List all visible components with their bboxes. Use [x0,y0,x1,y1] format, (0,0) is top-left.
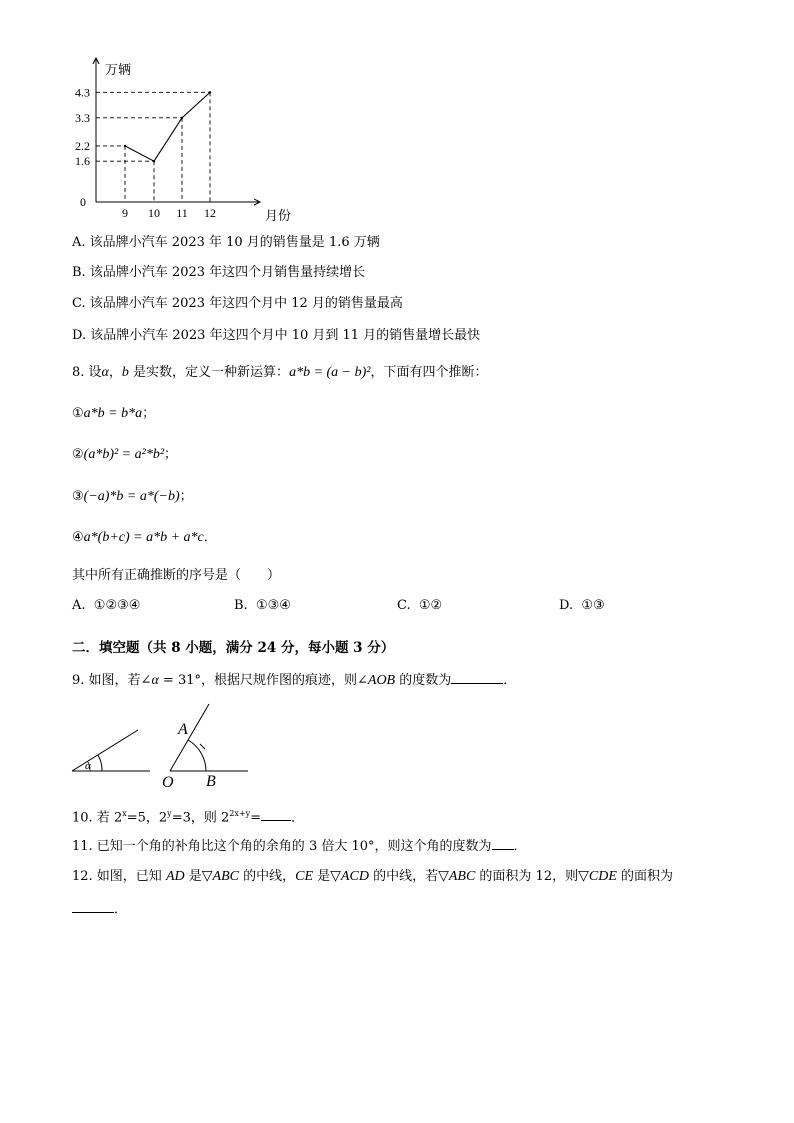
q12-answer-line [72,900,127,919]
q7-option-b: B. 该品牌小汽车 2023 年这四个月销售量持续增长 [72,265,366,280]
q10-text-1: 10. 若 2 [72,810,123,826]
choice-letter: C. [397,598,411,613]
q9-text-3: 的度数为 [395,673,452,688]
q8-item-end: ； [164,447,178,462]
chart-axes [96,58,260,202]
q8-item-1 [72,405,155,423]
q7-option-d: D. 该品牌小汽车 2023 年这四个月中 10 月到 11 月的销售量增长最快 [72,328,481,343]
y-tick-label: 4.3 [75,85,90,100]
choice-letter: D. [559,598,574,613]
q10-answer-blank[interactable] [261,808,291,821]
choice-letter: B. [234,598,248,613]
q8-var-a: α [101,365,109,380]
oa-ray [170,704,209,771]
q10-stem [72,805,304,827]
q8-choice-b [234,598,291,613]
q8-item-end: ． [203,530,217,545]
alpha-arc [98,755,102,771]
q10-text-4: = [250,810,262,826]
q8-stem [72,364,488,382]
q9-answer-blank[interactable] [451,671,503,684]
q9-stem [72,671,516,690]
q8-question: 其中所有正确推断的序号是（ ） [72,568,281,583]
alpha-side-ray [72,730,138,771]
q9-alpha: α [151,673,159,688]
q8-item-expression: a*(b+c) = a*b + a*c [83,530,204,545]
x-tick-label: 9 [122,206,128,220]
q12-triangle-cde: ▽CDE [578,869,617,884]
x-tick-label: 10 [148,206,160,220]
q12-text-6: 的面积为 12，则 [475,869,579,884]
q8-definition: a*b = (a − b)² [289,365,371,380]
point-o-label: O [162,774,174,791]
q10-exp-2x-plus-y: 2x+y [229,809,251,818]
choice-letter: A. [72,598,86,613]
q12-triangle-acd: ▽ACD [330,869,369,884]
q11-answer-blank[interactable] [492,837,514,850]
q12-text-8: ． [114,902,128,917]
q10-text-3: =3，则 2 [171,810,230,826]
choice-text: ①② [418,598,443,613]
q8-item-number: ② [72,447,84,462]
q8-item-3 [72,488,193,506]
q12-answer-blank[interactable] [72,900,114,913]
q8-item-number: ③ [72,489,84,504]
q12-segment-ce: CE [295,869,314,884]
x-tick-label: 11 [176,206,188,220]
q9-text-2: = 31°，根据尺规作图的痕迹，则∠ [158,673,368,688]
y-tick-label: 3.3 [75,110,90,125]
q8-separator: ， [108,365,122,380]
q8-item-expression: a*b = b*a [83,406,143,421]
q8-item-expression: (a*b)² = a²*b² [83,447,165,462]
q12-text-7: 的面积为 [616,869,674,884]
alpha-label: α [85,760,91,772]
data-point [153,160,155,162]
q8-item-end: ； [179,489,193,504]
choice-text: ①③④ [255,598,291,613]
q12-stem [72,868,673,886]
construction-tick [200,744,205,749]
x-tick-label: 12 [204,206,216,220]
q11-stem [72,837,527,856]
q8-item-end: ； [142,406,156,421]
q8-var-b: b [121,365,129,380]
q12-text-3: 的中线， [238,869,296,884]
q12-segment-ad: AD [165,869,185,884]
q12-triangle-abc-2: ▽ABC [438,869,476,884]
data-point [124,145,126,147]
q8-item-2 [72,446,177,464]
q8-stem-text-1: 8. 设 [72,365,102,380]
dashed-guides [96,92,210,202]
point-b-label: B [206,773,216,790]
data-marks [124,91,211,162]
data-point [181,117,183,119]
q11-text-1: 11. 已知一个角的补角比这个角的余角的 3 倍大 10°，则这个角的度数为 [72,839,492,854]
q7-option-a: A. 该品牌小汽车 2023 年 10 月的销售量是 1.6 万辆 [72,235,380,250]
q8-item-expression: (−a)*b = a*(−b) [83,489,180,504]
q8-choice-c [397,598,442,613]
choice-text: ①②③④ [93,598,141,613]
q9-angle-aob: AOB [367,673,396,688]
origin-label: 0 [80,195,86,209]
q8-choice-a [72,598,140,613]
q11-text-2: ． [513,839,527,854]
q8-stem-text-2: 是实数，定义一种新运算： [128,365,290,380]
section-2-heading: 二．填空题（共 8 小题，满分 24 分，每小题 3 分） [72,640,395,656]
q8-item-4 [72,529,217,547]
q10-text-2: =5，2 [126,810,168,826]
y-axis-title: 万辆 [105,62,132,77]
sales-series-line [125,92,210,161]
point-a-label: A [178,721,188,738]
q12-text-1: 12. 如图，已知 [72,869,166,884]
q9-text-4: ． [503,673,517,688]
q8-stem-text-3: ，下面有四个推断： [370,365,488,380]
choice-text: ①③ [581,598,605,613]
q8-item-number: ④ [72,530,84,545]
q12-text-4: 是 [313,869,331,884]
q9-angle-figure [66,700,256,792]
data-point [209,91,211,93]
q12-text-2: 是 [184,869,202,884]
q10-exp-x: x [122,809,127,818]
q8-choice-d [559,598,605,613]
q10-exp-y: y [167,809,172,818]
q12-triangle-abc: ▽ABC [201,869,239,884]
q8-item-number: ① [72,406,84,421]
q12-text-5: 的中线，若 [368,869,439,884]
q9-text-1: 9. 如图，若∠ [72,673,152,688]
q7-option-c: C. 该品牌小汽车 2023 年这四个月中 12 月的销售量最高 [72,296,403,311]
sales-line-chart [60,52,310,232]
tick-labels [75,62,291,223]
construction-arc [188,740,206,771]
y-tick-label: 2.2 [75,138,90,153]
x-axis-title: 月份 [265,208,292,223]
y-tick-label: 1.6 [75,154,90,169]
q10-text-5: ． [291,810,305,826]
